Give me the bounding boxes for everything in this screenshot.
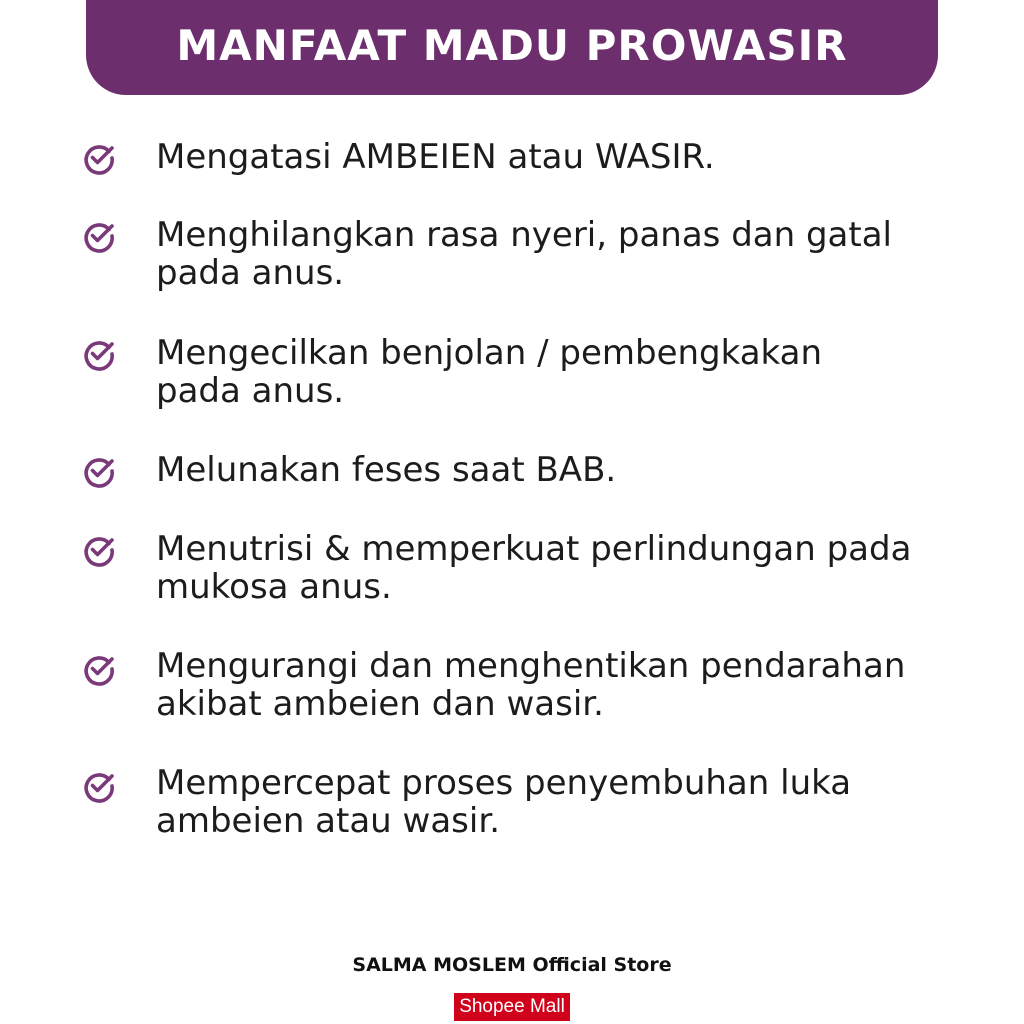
benefit-text: Mempercepat proses penyembuhan luka ambeien atau wasir.	[156, 763, 852, 841]
benefit-text: Melunakan feses saat BAB.	[156, 450, 617, 490]
page-title: MANFAAT MADU PROWASIR	[176, 21, 848, 70]
benefit-text: Menghilangkan rasa nyeri, panas dan gatal pada anus.	[156, 215, 892, 293]
benefit-text: Mengurangi dan menghentikan pendarahan akibat ambeien dan wasir.	[156, 646, 906, 724]
check-circle-icon	[82, 337, 116, 371]
benefit-text: Menutrisi & memperkuat perlindungan pada mukosa anus.	[156, 529, 912, 607]
title-banner	[86, 0, 938, 95]
check-circle-icon	[82, 454, 116, 488]
check-circle-icon	[82, 141, 116, 175]
check-circle-icon	[82, 533, 116, 567]
check-circle-icon	[82, 769, 116, 803]
check-circle-icon	[82, 652, 116, 686]
shopee-mall-badge: Shopee Mall	[453, 992, 571, 1022]
check-circle-icon	[82, 219, 116, 253]
store-name: SALMA MOSLEM Official Store	[352, 954, 672, 976]
benefit-text: Mengecilkan benjolan / pembengkakan pada anus.	[156, 333, 823, 411]
benefit-text: Mengatasi AMBEIEN atau WASIR.	[156, 137, 715, 177]
